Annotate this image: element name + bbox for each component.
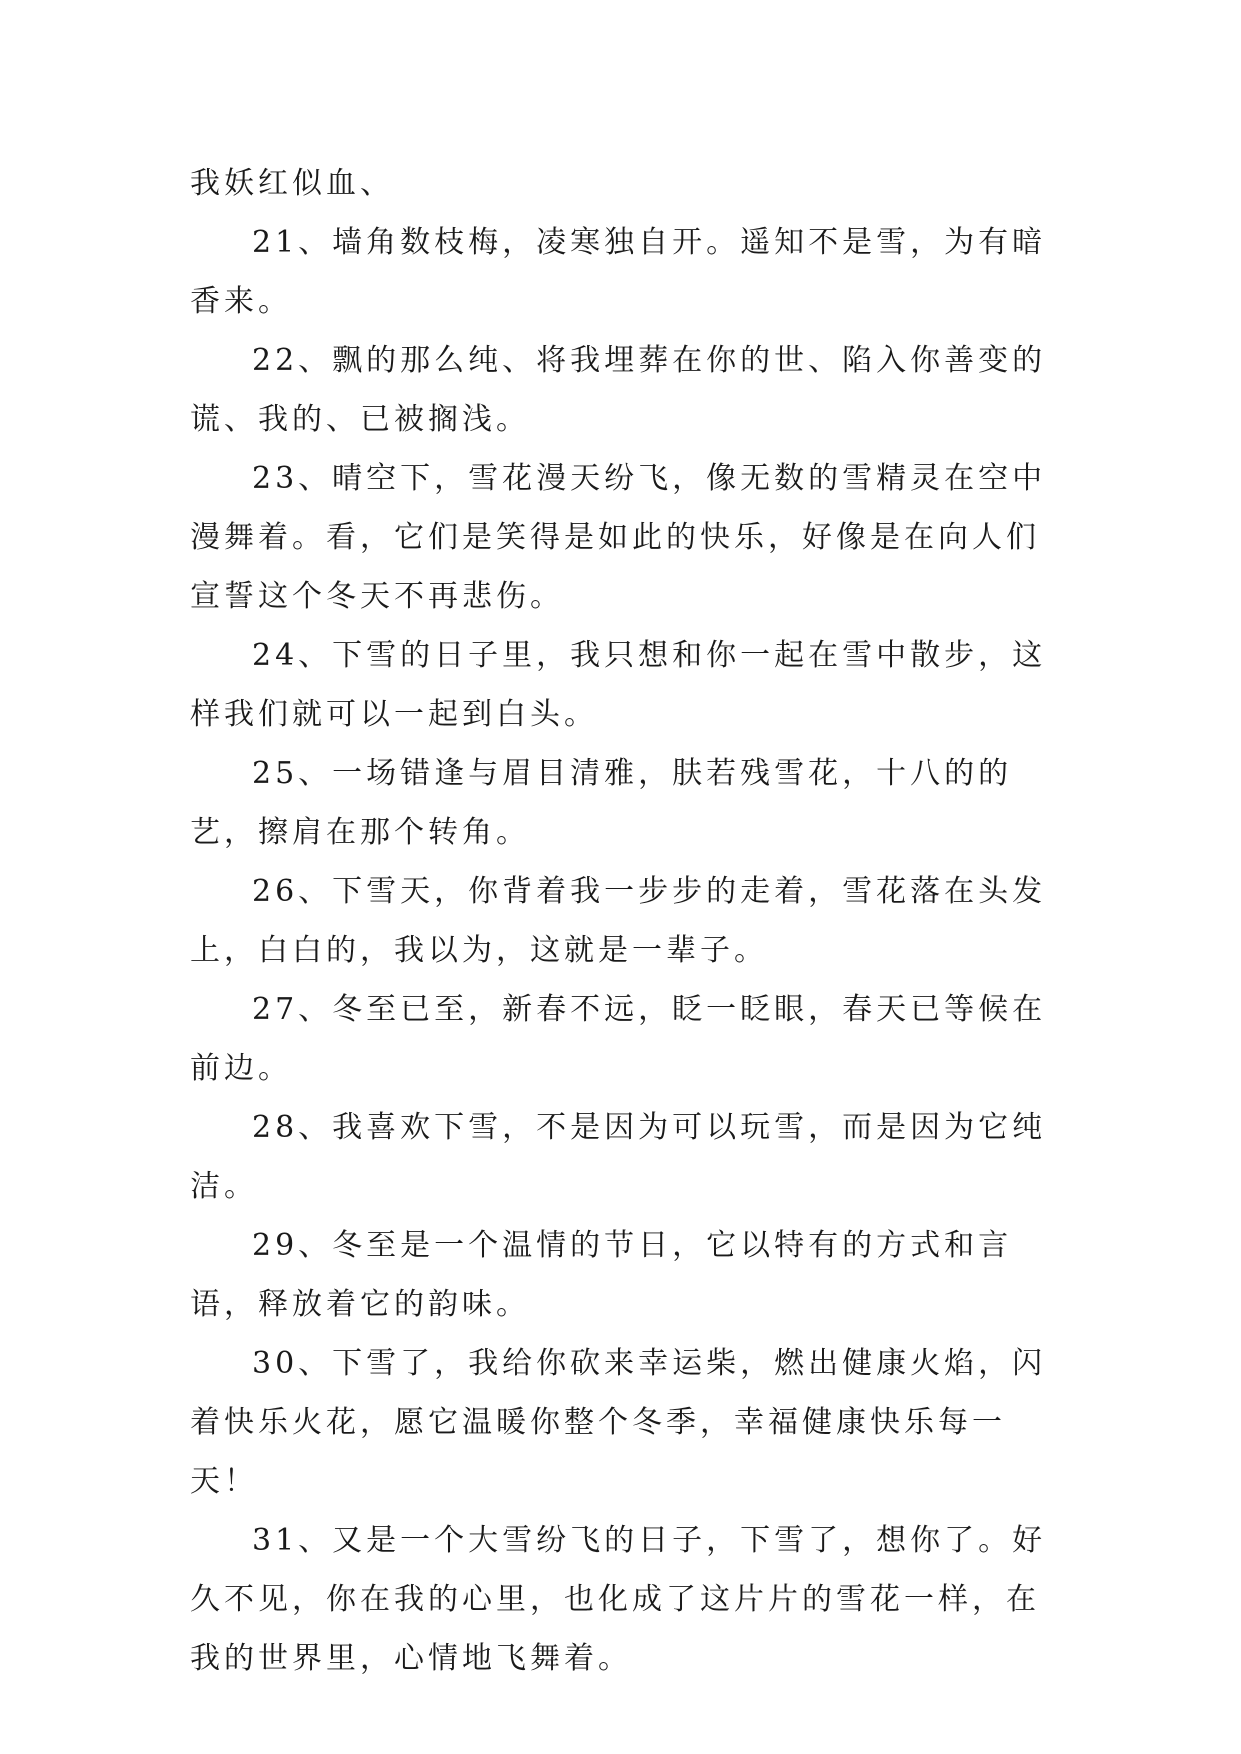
paragraph-28: 28、我喜欢下雪，不是因为可以玩雪，而是因为它纯洁。	[190, 1110, 1047, 1204]
document-body	[190, 154, 1060, 1688]
paragraph-continuation: 我妖红似血、	[190, 166, 394, 201]
paragraph-24: 24、下雪的日子里，我只想和你一起在雪中散步，这样我们就可以一起到白头。	[190, 638, 1047, 732]
paragraph-31: 31、又是一个大雪纷飞的日子，下雪了，想你了。好久不见，你在我的心里，也化成了这片片的雪花一样，在我的世界里，心情地飞舞着。	[190, 1523, 1047, 1676]
paragraph-25: 25、一场错逢与眉目清雅，肤若残雪花，十八的的艺，擦肩在那个转角。	[190, 756, 1013, 850]
paragraph-23: 23、晴空下，雪花漫天纷飞，像无数的雪精灵在空中漫舞着。看，它们是笑得是如此的快乐，好像是在向人们宣誓这个冬天不再悲伤。	[190, 461, 1047, 614]
paragraph-26: 26、下雪天，你背着我一步步的走着，雪花落在头发上，白白的，我以为，这就是一辈子。	[190, 874, 1047, 968]
paragraph-21: 21、墙角数枝梅，凌寒独自开。遥知不是雪，为有暗香来。	[190, 225, 1047, 319]
paragraph-27: 27、冬至已至，新春不远，眨一眨眼，春天已等候在前边。	[190, 992, 1047, 1086]
paragraph-22: 22、飘的那么纯、将我埋葬在你的世、陷入你善变的谎、我的、已被搁浅。	[190, 343, 1047, 437]
paragraph-29: 29、冬至是一个温情的节日，它以特有的方式和言语，释放着它的韵味。	[190, 1228, 1013, 1322]
paragraph-30: 30、下雪了，我给你砍来幸运柴，燃出健康火焰，闪着快乐火花，愿它温暖你整个冬季，幸福健康快乐每一天！	[190, 1346, 1047, 1499]
